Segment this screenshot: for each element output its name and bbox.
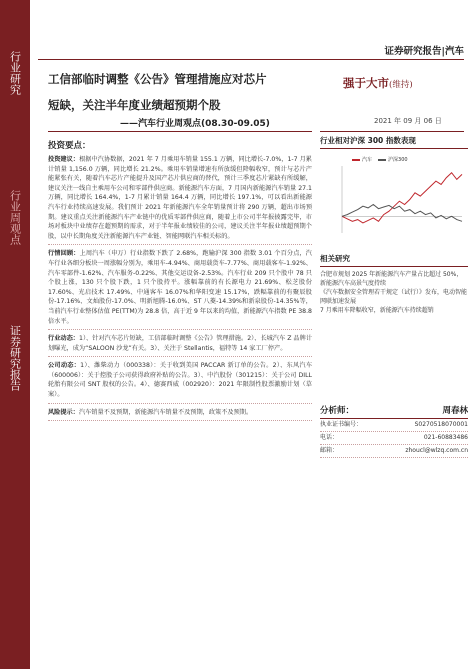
legend-label: 沪深300 bbox=[388, 157, 408, 163]
analyst-name: 周春林 bbox=[442, 406, 468, 416]
legend-item-auto bbox=[352, 156, 372, 163]
para-text: 上周汽车（申万）行业指数下跌了 2.68%，跑输沪深 300 指数 3.01 个百分点，汽车行业各细分板块一周涨幅分别为，乘用车-4.94%、商用载货车-7.77%、商用载客车-1.92%、汽车零部件-1.62%、汽车服务-0.22%、其他交运设备-2.53%。汽车行业 209 只个股中 78 只个股上涨，130 只个股下跌，1 只个股持平。涨幅靠前的有长源电力 21.69%、松芝股份 17.60%、光启技术 17.49%、中通客车 16.07%和华阳变速 15.17%，跌幅靠前的有聚辰股份-17.16%、文灿股份-17.0%、明新旭腾-16.0%、ST 八菱-14.39%和新泉股份-14.35%等，当前汽车行业整体估值 PE(TTM)为 28.8 倍，高于近 9 年以来的均值，新能源汽车指数 PE 38.8 倍水平。 bbox=[48, 250, 312, 325]
series-line-csi300 bbox=[342, 205, 462, 222]
side-divider bbox=[320, 131, 464, 132]
chart-legend bbox=[352, 156, 408, 163]
para-text: 汽车销量不及预期，新能源汽车销量不及预期，政策不及预期。 bbox=[78, 408, 253, 416]
para-text: 根据中汽协数据，2021 年 7 月乘用车销量 155.1 万辆，同比增长-7.0%，1-7 月累计销量 1,156.0 万辆，同比增长 21.2%。乘用车销量增速有所放缓但降幅收窄，预计与芯片产能紧张有关，随着汽车芯片产能提升及国产芯片供应商的替代，预计三季度芯片紧缺有所缓解，建议关注一线自主乘用车公司和零部件供应商。新能源汽车方面，7 月国内新能源汽车销量 27.1 万辆，同比增长 164.4%，1-7 月累计销量 164.4 万辆，同比增长 197.1%，可以看出新能源汽车行业持续高速发展。我们预计 2021 年新能源汽车全年销量预计将 290 万辆，超出市场预期。建议重点关注新能源汽车产业链中的优质零部件供应商，随着上市公司半年报披露完毕，市场对板块中业绩存在超预期的需求，对于半年报业绩较佳的公司，建议关注半年报业绩超预期个股，以中长期角度关注新能源汽车产业链、智能网联汽车相关标的。 bbox=[48, 156, 312, 240]
title-line-2: 短缺，关注半年度业绩超预期个股 bbox=[48, 98, 221, 112]
analyst-value: S0270518070001 bbox=[414, 421, 468, 428]
legend-label: 汽车 bbox=[362, 157, 373, 163]
para-label: 投资建议： bbox=[48, 156, 80, 163]
paragraph-risk bbox=[48, 408, 312, 422]
analyst-title: 分析师： bbox=[320, 406, 355, 416]
sidebar-label-securities-report: 证券研究报告 bbox=[8, 324, 22, 391]
report-title bbox=[48, 66, 320, 118]
analyst-key: 执业证书编号： bbox=[320, 421, 363, 428]
sidebar-label-weekly-view: 行业周观点 bbox=[8, 189, 22, 245]
para-label: 公司动态： bbox=[48, 362, 81, 370]
para-text: 1）、潍柴动力（000338）：关于收到美国 PACCAR 新订单的公告。2）、东风汽车（600006）：关于控股子公司获得政府补贴的公告。3）、中汽股份（301215）：关于公司 DILL 轮胎有限公司 SNT 股权的公告。4）、德赛西威（002920）：2021 年限制性股票激励计划（草案）。 bbox=[48, 362, 313, 399]
series-line-auto bbox=[342, 173, 462, 223]
related-item[interactable]: 合肥市规划 2025 年新能源汽车产量占比超过 50%，新能源汽车高景气度持续 bbox=[320, 271, 463, 287]
side-panel bbox=[320, 135, 468, 315]
related-item[interactable]: 7 月乘用车降幅收窄，新能源汽车持续超销 bbox=[320, 307, 434, 314]
title-line-1: 工信部临时调整《公告》管理措施应对芯片 bbox=[48, 72, 267, 86]
legend-item-csi300 bbox=[378, 156, 408, 163]
rating bbox=[343, 75, 413, 91]
report-date: 2021 年 09 月 06 日 bbox=[374, 117, 442, 125]
analyst-row-email bbox=[320, 445, 468, 458]
chart-title: 行业相对沪深 300 指数表现 bbox=[320, 135, 468, 149]
main-content bbox=[48, 135, 312, 425]
section-title: 投资要点： bbox=[48, 141, 91, 151]
analyst-header bbox=[320, 404, 468, 419]
para-label: 风险提示： bbox=[48, 408, 79, 416]
report-subtitle: ——汽车行业周观点(08.30-09.05) bbox=[120, 119, 270, 129]
para-text: 1）、针对汽车芯片短缺，工信部临时调整《公告》管理措施。2）、长城汽车 Z 品牌计划曝光，成为“SALOON 沙龙”有关。3）、关注于 Stellantis，福特等 14 家工厂停产。 bbox=[48, 335, 313, 352]
relative-performance-chart bbox=[320, 152, 468, 247]
related-research-title: 相关研究 bbox=[320, 253, 468, 267]
main-divider bbox=[48, 131, 312, 132]
para-label: 行情回顾： bbox=[48, 250, 80, 258]
analyst-row-phone bbox=[320, 432, 468, 445]
analyst-value: 021-60883486 bbox=[423, 434, 468, 441]
sidebar-label-industry-research: 行业研究 bbox=[8, 51, 22, 95]
rating-sub: (维持) bbox=[389, 80, 413, 90]
analyst-key: 电话： bbox=[320, 434, 339, 441]
paragraph-investment bbox=[48, 155, 312, 245]
paragraph-market-review bbox=[48, 249, 312, 330]
analyst-row-license bbox=[320, 419, 468, 432]
analyst-value[interactable]: zhoucl@wlzq.com.cn bbox=[405, 447, 468, 454]
header-divider bbox=[38, 59, 464, 60]
rating-main: 强于大市 bbox=[343, 76, 389, 90]
chart-svg bbox=[320, 152, 468, 247]
related-item[interactable]: 《汽车数据安全管理若干规定（试行）》发布，电动智能网联加速发展 bbox=[320, 289, 468, 305]
paragraph-industry-news bbox=[48, 334, 312, 357]
paragraph-company-news bbox=[48, 361, 312, 403]
analyst-key: 邮箱： bbox=[320, 447, 339, 454]
analyst-panel bbox=[320, 404, 468, 458]
para-label: 行业动态： bbox=[48, 335, 79, 343]
report-type-header: 证券研究报告|汽车 bbox=[384, 46, 464, 57]
